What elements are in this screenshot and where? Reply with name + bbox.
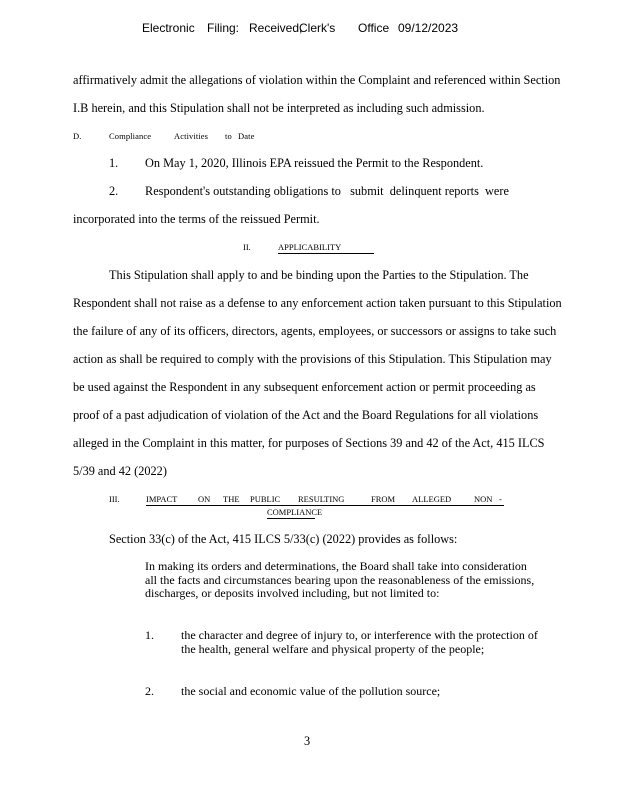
page-number: 3 — [304, 734, 311, 748]
header-office: Office — [358, 21, 390, 35]
continued-line-1: affirmatively admit the allegations of violation within the Complaint and referenced within Section — [73, 73, 561, 87]
statute-item-1-text: the character and degree of injury to, or interference with the protection of the health, general welfare and physical property of the people; — [181, 628, 538, 656]
section-iii-word-5: RESULTING — [298, 494, 345, 504]
section-iii-word-8: NON — [474, 494, 493, 504]
section-iii-word-6: FROM — [371, 494, 396, 504]
section-iii-word-2: ON — [198, 494, 211, 504]
statute-item-2-text: the social and economic value of the pollution source; — [181, 684, 441, 698]
header-received: Received, — [249, 21, 303, 35]
header-electronic: Electronic — [142, 21, 195, 35]
section-iii-word-1: IMPACT — [146, 494, 178, 504]
header-clerks: Clerk's — [299, 21, 336, 35]
applicability-line-2: Respondent shall not raise as a defense to any enforcement action taken pursuant to this Stipulation — [73, 296, 562, 310]
statute-quote: In making its orders and determinations, the Board shall take into consideration all the facts and circumstances bearing upon the reasonableness of the emissions, discharges, or deposits involved including, but not limited to: — [145, 559, 535, 600]
section-iii-underline-1 — [146, 505, 504, 506]
header-filing: Filing: — [207, 21, 240, 35]
section-d-word-2: Activities — [174, 131, 209, 141]
section-d-word-3: to — [225, 131, 232, 141]
section-d-item-2-number: 2. — [109, 184, 119, 198]
section-iii-underline-2 — [267, 518, 315, 519]
applicability-line-5: be used against the Respondent in any subsequent enforcement action or permit proceeding as — [73, 380, 536, 394]
section-iii-word-3: THE — [223, 494, 240, 504]
section-iii-word-4: PUBLIC — [250, 494, 281, 504]
section-iii-word-9: - — [499, 494, 502, 504]
section-iii-title-line-2: COMPLIANCE — [267, 507, 323, 517]
statute-item-1-number: 1. — [145, 628, 154, 642]
section-d-letter: D. — [73, 131, 82, 141]
section-d-word-4: Date — [238, 131, 255, 141]
applicability-line-4: action as shall be required to comply with the provisions of this Stipulation. This Stipulation may — [73, 352, 552, 366]
statute-item-2-number: 2. — [145, 684, 154, 698]
applicability-line-8: 5/39 and 42 (2022) — [73, 464, 167, 478]
applicability-line-6: proof of a past adjudication of violation of the Act and the Board Regulations for all violations — [73, 408, 539, 422]
section-d-item-1-text: On May 1, 2020, Illinois EPA reissued the Permit to the Respondent. — [145, 156, 484, 170]
section-d-item-1-number: 1. — [109, 156, 119, 170]
section-d-item-2-continued: incorporated into the terms of the reissued Permit. — [73, 212, 320, 226]
section-iii-intro: Section 33(c) of the Act, 415 ILCS 5/33(c) (2022) provides as follows: — [109, 532, 458, 546]
applicability-line-3: the failure of any of its officers, directors, agents, employees, or successors or assigns to take such — [73, 324, 557, 338]
section-d-word-1: Compliance — [109, 131, 152, 141]
section-iii-number: III. — [109, 494, 120, 504]
section-d-item-2-text: Respondent's outstanding obligations to submit delinquent reports were — [145, 184, 509, 198]
header-date: 09/12/2023 — [398, 21, 459, 35]
section-ii-number: II. — [243, 242, 251, 252]
section-iii-word-7: ALLEGED — [412, 494, 452, 504]
section-ii-title: APPLICABILITY — [278, 242, 342, 252]
applicability-line-1: This Stipulation shall apply to and be binding upon the Parties to the Stipulation. The — [109, 268, 529, 282]
section-ii-underline — [278, 253, 374, 254]
applicability-line-7: alleged in the Complaint in this matter, for purposes of Sections 39 and 42 of the Act, 415 ILCS — [73, 436, 545, 450]
continued-line-2: I.B herein, and this Stipulation shall not be interpreted as including such admission. — [73, 101, 485, 115]
